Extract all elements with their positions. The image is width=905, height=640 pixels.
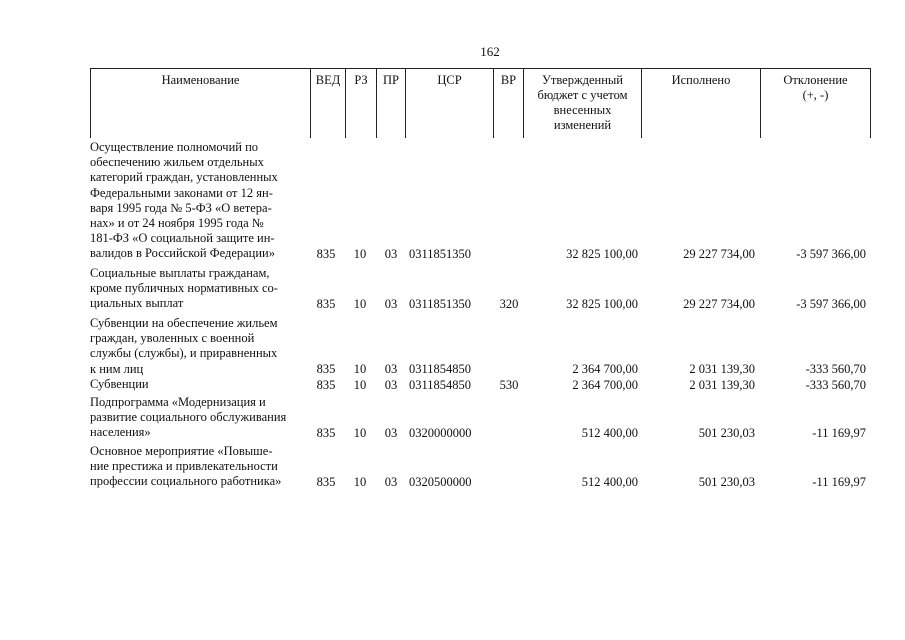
row-rz: 10 (353, 474, 367, 489)
row-budget: 2 364 700,00 (572, 377, 638, 392)
header-rz: РЗ (354, 73, 368, 87)
row-name-line: категорий граждан, установленных (90, 170, 278, 185)
row-name (90, 140, 315, 262)
row-name-line: нах» и от 24 ноября 1995 года № (90, 216, 264, 231)
row-ved: 835 (316, 296, 336, 311)
row-name (90, 266, 315, 312)
row-ved: 835 (316, 474, 336, 489)
row-pr: 03 (384, 296, 398, 311)
header-deviation (761, 73, 870, 103)
row-name-line: службы (службы), и приравненных (90, 346, 278, 361)
row-executed: 2 031 139,30 (689, 377, 755, 392)
row-csr: 0320500000 (409, 474, 472, 489)
row-csr: 0311851350 (409, 246, 472, 261)
row-name (90, 444, 315, 490)
row-pr: 03 (384, 246, 398, 261)
table-row (90, 266, 880, 312)
row-executed: 29 227 734,00 (683, 296, 755, 311)
row-csr: 0311854850 (409, 361, 472, 376)
row-budget: 32 825 100,00 (566, 296, 638, 311)
row-pr: 03 (384, 474, 398, 489)
row-budget: 512 400,00 (581, 425, 638, 440)
row-name-line: Осуществление полномочий по (90, 140, 259, 154)
header-budget-line: Утвержденный (542, 73, 623, 87)
table-row (90, 395, 880, 441)
header-budget-line: изменений (553, 118, 612, 132)
row-name-line: Основное мероприятие «Повыше- (90, 444, 273, 458)
row-budget: 512 400,00 (581, 474, 638, 489)
row-name-line: 181-ФЗ «О социальной защите ин- (90, 231, 275, 246)
table-row (90, 316, 880, 377)
row-executed: 501 230,03 (698, 425, 755, 440)
row-deviation: -11 169,97 (812, 474, 866, 489)
row-name (90, 377, 315, 392)
row-vr: 530 (499, 377, 519, 392)
header-budget-line: бюджет с учетом (537, 88, 628, 102)
header-top-border (90, 68, 871, 69)
header-budget (524, 73, 641, 133)
row-name (90, 395, 315, 441)
row-name-line: развитие социального обслуживания (90, 410, 287, 425)
row-csr: 0320000000 (409, 425, 472, 440)
header-deviation-line: Отклонение (783, 73, 848, 87)
row-name-line: Социальные выплаты гражданам, (90, 266, 270, 280)
row-name-line: к ним лиц (90, 361, 144, 376)
row-rz: 10 (353, 361, 367, 376)
table-row (90, 444, 880, 490)
row-name-line: валидов в Российской Федерации» (90, 246, 275, 261)
table-row (90, 140, 880, 262)
row-name (90, 316, 315, 377)
row-name-line: населения» (90, 425, 151, 440)
row-name-line: ние престижа и привлекательности (90, 459, 278, 474)
row-name-line: Федеральными законами от 12 ян- (90, 185, 273, 200)
header-ved: ВЕД (315, 73, 341, 87)
header-deviation-line: (+, -) (802, 88, 829, 102)
row-deviation: -333 560,70 (805, 361, 866, 376)
row-name-line: циальных выплат (90, 296, 184, 311)
row-pr: 03 (384, 361, 398, 376)
row-name-line: профессии социального работника» (90, 474, 282, 489)
row-vr: 320 (499, 296, 519, 311)
page-number: 162 (480, 44, 500, 59)
table-row (90, 377, 880, 393)
row-rz: 10 (353, 377, 367, 392)
row-ved: 835 (316, 361, 336, 376)
header-col-divider (870, 68, 871, 138)
row-deviation: -11 169,97 (812, 425, 866, 440)
row-deviation: -3 597 366,00 (796, 246, 866, 261)
row-name-line: Субвенции на обеспечение жильем (90, 316, 278, 330)
header-pr: ПР (383, 73, 399, 87)
header-name: Наименование (161, 73, 240, 87)
row-deviation: -3 597 366,00 (796, 296, 866, 311)
row-budget: 2 364 700,00 (572, 361, 638, 376)
row-ved: 835 (316, 377, 336, 392)
header-vr: ВР (500, 73, 517, 87)
row-deviation: -333 560,70 (805, 377, 866, 392)
row-executed: 501 230,03 (698, 474, 755, 489)
row-name-line: Подпрограмма «Модернизация и (90, 395, 266, 409)
row-pr: 03 (384, 425, 398, 440)
row-executed: 2 031 139,30 (689, 361, 755, 376)
row-name-line: граждан, уволенных с военной (90, 331, 255, 346)
row-csr: 0311851350 (409, 296, 472, 311)
row-name-line: варя 1995 года № 5-ФЗ «О ветера- (90, 200, 272, 215)
row-rz: 10 (353, 425, 367, 440)
row-csr: 0311854850 (409, 377, 472, 392)
header-executed: Исполнено (671, 73, 731, 87)
header-budget-line: внесенных (553, 103, 612, 117)
header-csr: ЦСР (437, 73, 462, 87)
row-executed: 29 227 734,00 (683, 246, 755, 261)
row-name-line: обеспечению жильем отдельных (90, 155, 264, 170)
row-rz: 10 (353, 296, 367, 311)
row-ved: 835 (316, 425, 336, 440)
row-name-line: Субвенции (90, 377, 149, 391)
row-pr: 03 (384, 377, 398, 392)
row-budget: 32 825 100,00 (566, 246, 638, 261)
row-ved: 835 (316, 246, 336, 261)
row-rz: 10 (353, 246, 367, 261)
row-name-line: кроме публичных нормативных со- (90, 281, 278, 296)
